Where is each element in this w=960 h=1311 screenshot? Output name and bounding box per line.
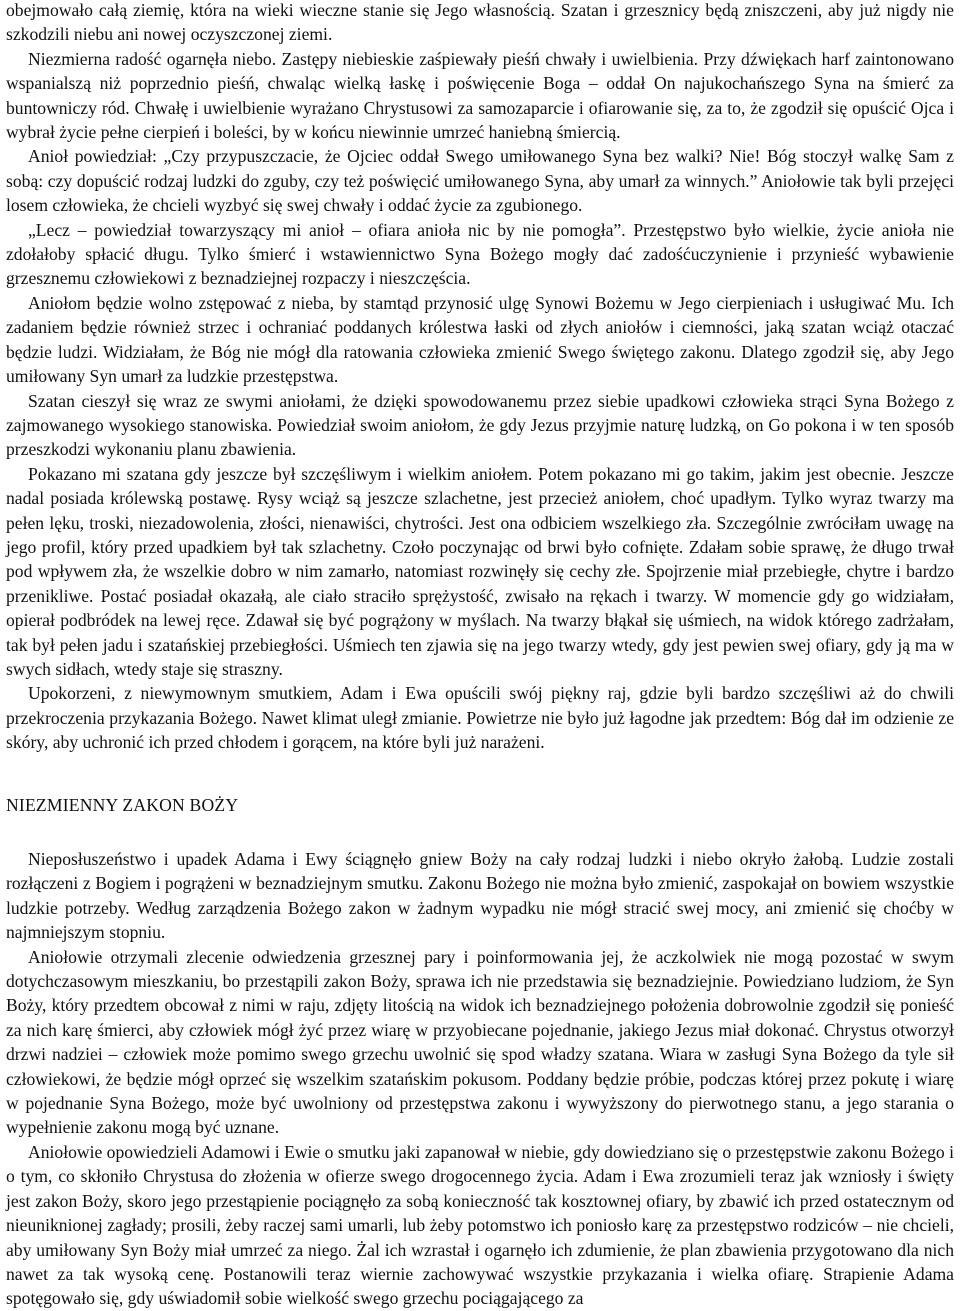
document-page (6, 0, 954, 1311)
paragraph: Aniołowie opowiedzieli Adamowi i Ewie o smutku jaki zapanował w niebie, gdy dowiedziano się o przestępstwie zakonu Bożego i o tym, co skłoniło Chrystusa do złożenia w ofierze swego drogocennego życia. Adam i Ewa zrozumieli teraz jak wzniosły i święty jest zakon Boży, skoro jego przestąpienie pociągnęło za sobą konieczność tak kosztownej ofiary, by zbawić ich przed ostatecznym od nieuniknionej zagłady; prosili, żeby raczej sami umarli, lub żeby potomstwo ich poniosło karę za przestępstwo rodziców – nie chcieli, aby umiłowany Syn Boży miał umrzeć za niego. Żal ich wzrastał i ogarnęło ich zdumienie, że plan zbawienia przygotowano dla nich nawet za tak wysoką cenę. Postanowili teraz wiernie zachowywać wszystkie przykazania i wielka ofiarę. Strapienie Adama spotęgowało się, gdy uświadomił sobie wielkość swego grzechu pociągającego za (6, 1141, 954, 1309)
paragraph: Szatan cieszył się wraz ze swymi aniołami, że dzięki spowodowanemu przez siebie upadkowi człowieka strąci Syna Bożego z zajmowanego wysokiego stanowiska. Powiedział swoim aniołom, że gdy Jezus przyjmie naturę ludzką, on Go pokona i w ten sposób przeszkodzi wykonaniu planu zbawienia. (6, 390, 954, 460)
paragraph: Aniołowie otrzymali zlecenie odwiedzenia grzesznej pary i poinformowania jej, że aczkolwiek nie mogą pozostać w swym dotychczasowym mieszkaniu, bo przestąpili zakon Boży, sprawa ich nie przedstawia się beznadziejnie. Powiedziano ludziom, że Syn Boży, który przedtem obcował z nimi w raju, zdjęty litością na widok ich beznadziejnego położenia dobrowolnie zgodził się ponieść za nich karę śmierci, aby człowiek mógł żyć przez wiarę w przyobiecane pojednanie, jakiego Jezus miał dokonać. Chrystus otworzył drzwi nadziei – człowiek może pomimo swego grzechu uwolnić się spod władzy szatana. Wiara w zasługi Syna Bożego da tyle sił człowiekowi, że będzie mógł oprzeć się wszelkim szatańskim pokusom. Poddany będzie próbie, podczas której przez pokutę i wiarę w pojednanie Syna Bożego, może być uwolniony od przestępstwa zakonu i wywyższony do pierwotnego stanu, a jego starania o wypełnienie zakonu mogą być uznane. (6, 946, 954, 1138)
paragraph: Niezmierna radość ogarnęła niebo. Zastępy niebieskie zaśpiewały pieśń chwały i uwielbienia. Przy dźwiękach harf zaintonowano wspanialszą niż poprzednio pieśń, chwaląc wielką łaskę i poświęcenie Boga – oddał On najukochańszego Syna na śmierć za buntowniczy ród. Chwałę i uwielbienie wyrażano Chrystusowi za samozaparcie i ofiarowanie się, za to, że zgodził się opuścić Ojca i wybrał życie pełne cierpień i boleści, by w końcu niewinnie umrzeć haniebną śmiercią. (6, 48, 954, 143)
paragraph: Pokazano mi szatana gdy jeszcze był szczęśliwym i wielkim aniołem. Potem pokazano mi go takim, jakim jest obecnie. Jeszcze nadal posiada królewską postawę. Rysy wciąż są jeszcze szlachetne, jest przecież aniołem, choć upadłym. Tylko wyraz twarzy ma pełen lęku, troski, niezadowolenia, złości, nienawiści, chytrości. Jest ona odbiciem wszelkiego zła. Szczególnie zwróciłam uwagę na jego profil, który przed upadkiem był tak szlachetny. Czoło poczynając od brwi było cofnięte. Zdałam sobie sprawę, że długo trwał pod wpływem zła, że wszelkie dobro w nim zamarło, natomiast rozwinęły się cechy złe. Spojrzenie miał przebiegłe, chytre i bardzo przenikliwe. Postać posiadał okazałą, ale ciało straciło sprężystość, zwisało na rękach i twarzy. W momencie gdy go widziałam, opierał podbródek na lewej ręce. Zdawał się być pogrążony w myślach. Na twarzy błąkał się uśmiech, na widok którego zadrżałam, tak był pełen jadu i szatańskiej przebiegłości. Uśmiech ten zjawia się na jego twarzy wtedy, gdy jest pewien swej ofiary, gdy ją ma w swych sidłach, wtedy staje się straszny. (6, 463, 954, 679)
paragraph: obejmowało całą ziemię, która na wieki wieczne stanie się Jego własnością. Szatan i grzesznicy będą zniszczeni, aby już nigdy nie szkodzili niebu ani nowej oczyszczonej ziemi. (6, 0, 954, 45)
paragraph: „Lecz – powiedział towarzyszący mi anioł – ofiara anioła nic by nie pomogła”. Przestępstwo było wielkie, życie anioła nie zdołałoby spłacić długu. Tylko śmierć i wstawiennictwo Syna Bożego mogły dać zadośćuczynienie i przynieść wybawienie grzesznemu człowiekowi z beznadziejnej rozpaczy i nieszczęścia. (6, 219, 954, 289)
paragraph: Anioł powiedział: „Czy przypuszczacie, że Ojciec oddał Swego umiłowanego Syna bez walki? Nie! Bóg stoczył walkę Sam z sobą: czy dopuścić rodzaj ludzki do zguby, czy też poświęcić umiłowanego Syna, aby umarł za winnych.” Aniołowie tak byli przejęci losem człowieka, że chcieli wyzbyć się swej chwały i oddać życie za zgubionego. (6, 146, 954, 216)
paragraph: Aniołom będzie wolno zstępować z nieba, by stamtąd przynosić ulgę Synowi Bożemu w Jego cierpieniach i usługiwać Mu. Ich zadaniem będzie również strzec i ochraniać poddanych królestwa łaski od złych aniołów i ciemności, jaką szatan wciąż otaczać będzie ludzi. Widziałam, że Bóg nie mógł dla ratowania człowieka zmienić Swego świętego zakonu. Dlatego zgodził się, aby Jego umiłowany Syn umarł za ludzkie przestępstwa. (6, 292, 954, 387)
paragraph: Upokorzeni, z niewymownym smutkiem, Adam i Ewa opuścili swój piękny raj, gdzie byli bardzo szczęśliwi aż do chwili przekroczenia przykazania Bożego. Nawet klimat uległ zmianie. Powietrze nie było już łagodne jak przedtem: Bóg dał im odzienie ze skóry, aby uchronić ich przed chłodem i gorącem, na które byli już narażeni. (6, 683, 954, 753)
section-heading: NIEZMIENNY ZAKON BOŻY (6, 794, 239, 815)
paragraph: Nieposłuszeństwo i upadek Adama i Ewy ściągnęło gniew Boży na cały rodzaj ludzki i niebo okryło żałobą. Ludzie zostali rozłączeni z Bogiem i pogrążeni w beznadziejnym smutku. Zakonu Bożego nie można było zmienić, zaspokajał on bowiem wszystkie ludzkie potrzeby. Według zarządzenia Bożego zakon w żadnym wypadku nie mógł stracić swej mocy, ani zmienić się choćby w najmniejszym stopniu. (6, 849, 954, 943)
